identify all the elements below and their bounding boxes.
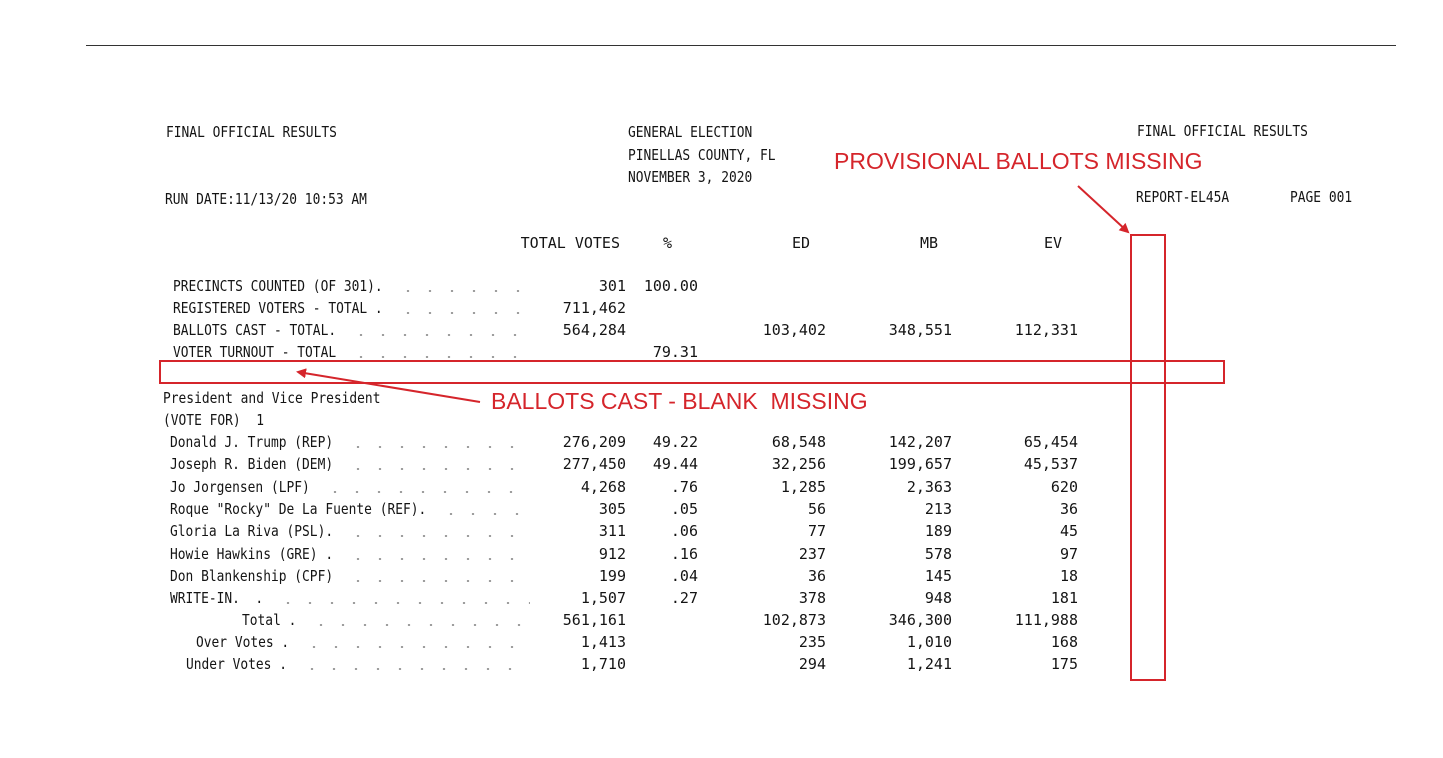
cell-total: 711,462 <box>562 299 626 317</box>
cell-mb: 199,657 <box>888 455 952 474</box>
row-label: Roque "Rocky" De La Fuente (REF). <box>170 499 427 518</box>
cell-pct: 49.44 <box>652 455 698 474</box>
cell-ev: 111,988 <box>1014 611 1078 629</box>
cell-ev: 168 <box>1050 633 1078 651</box>
provisional-missing-annotation: PROVISIONAL BALLOTS MISSING <box>834 148 1203 174</box>
header-date: NOVEMBER 3, 2020 <box>628 168 753 186</box>
cell-ed: 102,873 <box>762 611 826 629</box>
run-date: RUN DATE:11/13/20 10:53 AM <box>165 190 367 208</box>
row-label: Jo Jorgensen (LPF) <box>170 477 310 496</box>
cell-mb: 213 <box>924 499 952 518</box>
cell-total: 311 <box>598 522 626 541</box>
header-county: PINELLAS COUNTY, FL <box>628 146 776 164</box>
cell-total: 1,507 <box>580 589 626 608</box>
row-label: Don Blankenship (CPF) <box>170 566 334 585</box>
cell-total: 561,161 <box>562 611 626 629</box>
cell-mb: 145 <box>924 566 952 585</box>
cell-ev: 65,454 <box>1023 433 1078 451</box>
row-label: Joseph R. Biden (DEM) <box>170 455 334 474</box>
cell-pct: .76 <box>670 477 698 496</box>
cell-total: 305 <box>598 499 626 518</box>
cell-mb: 1,010 <box>906 633 952 651</box>
cell-ed: 32,256 <box>771 455 826 474</box>
cell-total: 301 <box>598 277 626 295</box>
provisional-arrow <box>1078 186 1128 232</box>
cell-pct: 100.00 <box>643 277 698 295</box>
cell-ev: 36 <box>1059 499 1078 518</box>
cell-pct: 79.31 <box>652 343 698 361</box>
cell-total: 276,209 <box>562 433 626 451</box>
row-label: Over Votes . <box>196 633 290 651</box>
cell-total: 1,413 <box>580 633 626 651</box>
blank-arrow <box>298 372 480 402</box>
cell-mb: 578 <box>924 544 952 563</box>
cell-total: 1,710 <box>580 655 626 673</box>
cell-ev: 97 <box>1059 544 1078 563</box>
cell-pct: .06 <box>670 522 698 541</box>
column-header-mb: MB <box>919 234 938 252</box>
row-label: Donald J. Trump (REP) <box>170 433 334 451</box>
cell-ed: 103,402 <box>762 321 826 339</box>
race-vote-for: (VOTE FOR) 1 <box>163 411 264 429</box>
cell-ev: 45,537 <box>1023 455 1078 474</box>
cell-total: 277,450 <box>562 455 626 474</box>
header-right-title: FINAL OFFICIAL RESULTS <box>1137 122 1308 140</box>
row-label: Howie Hawkins (GRE) . <box>170 544 334 563</box>
cell-ed: 294 <box>798 655 826 673</box>
row-label: VOTER TURNOUT - TOTAL <box>173 343 337 361</box>
cell-pct: .04 <box>670 566 698 585</box>
cell-total: 199 <box>598 566 626 585</box>
row-label: PRECINCTS COUNTED (OF 301). <box>173 277 383 295</box>
row-label: BALLOTS CAST - TOTAL. <box>173 321 337 339</box>
row-label: Under Votes . <box>186 655 287 673</box>
report-id: REPORT-EL45A <box>1136 188 1230 206</box>
cell-ed: 237 <box>798 544 826 563</box>
cell-ed: 235 <box>798 633 826 651</box>
cell-total: 912 <box>598 544 626 563</box>
cell-mb: 348,551 <box>888 321 952 339</box>
cell-ev: 18 <box>1059 566 1078 585</box>
cell-pct: .27 <box>670 589 698 608</box>
cell-ed: 1,285 <box>780 477 826 496</box>
row-label: Total . <box>242 611 297 629</box>
cell-ed: 77 <box>807 522 826 541</box>
race-title: President and Vice President <box>163 389 381 407</box>
row-label: REGISTERED VOTERS - TOTAL . <box>173 299 383 317</box>
blank-missing-annotation: BALLOTS CAST - BLANK MISSING <box>491 388 868 414</box>
column-header-percent: % <box>662 234 672 252</box>
cell-ed: 378 <box>798 589 826 608</box>
cell-mb: 1,241 <box>906 655 952 673</box>
row-label: WRITE-IN. . <box>170 589 264 608</box>
cell-ev: 181 <box>1050 589 1078 608</box>
cell-pct: .05 <box>670 499 698 518</box>
cell-ev: 620 <box>1050 477 1078 496</box>
header-left-title: FINAL OFFICIAL RESULTS <box>166 123 337 141</box>
cell-mb: 189 <box>924 522 952 541</box>
cell-mb: 2,363 <box>906 477 952 496</box>
cell-pct: 49.22 <box>652 433 698 451</box>
cell-mb: 948 <box>924 589 952 608</box>
cell-ev: 112,331 <box>1014 321 1078 339</box>
cell-ed: 56 <box>807 499 826 518</box>
cell-ev: 45 <box>1059 522 1078 541</box>
column-header-ed: ED <box>791 234 810 252</box>
column-header-ev: EV <box>1043 234 1062 252</box>
cell-ed: 36 <box>807 566 826 585</box>
cell-total: 4,268 <box>580 477 626 496</box>
column-header-total-votes: TOTAL VOTES <box>520 234 620 252</box>
cell-pct: .16 <box>670 544 698 563</box>
header-election-name: GENERAL ELECTION <box>628 123 753 141</box>
cell-ev: 175 <box>1050 655 1078 673</box>
cell-mb: 142,207 <box>888 433 952 451</box>
row-label: Gloria La Riva (PSL). <box>170 522 334 541</box>
cell-mb: 346,300 <box>888 611 952 629</box>
page-number: PAGE 001 <box>1290 188 1353 206</box>
cell-ed: 68,548 <box>771 433 826 451</box>
cell-total: 564,284 <box>562 321 626 339</box>
